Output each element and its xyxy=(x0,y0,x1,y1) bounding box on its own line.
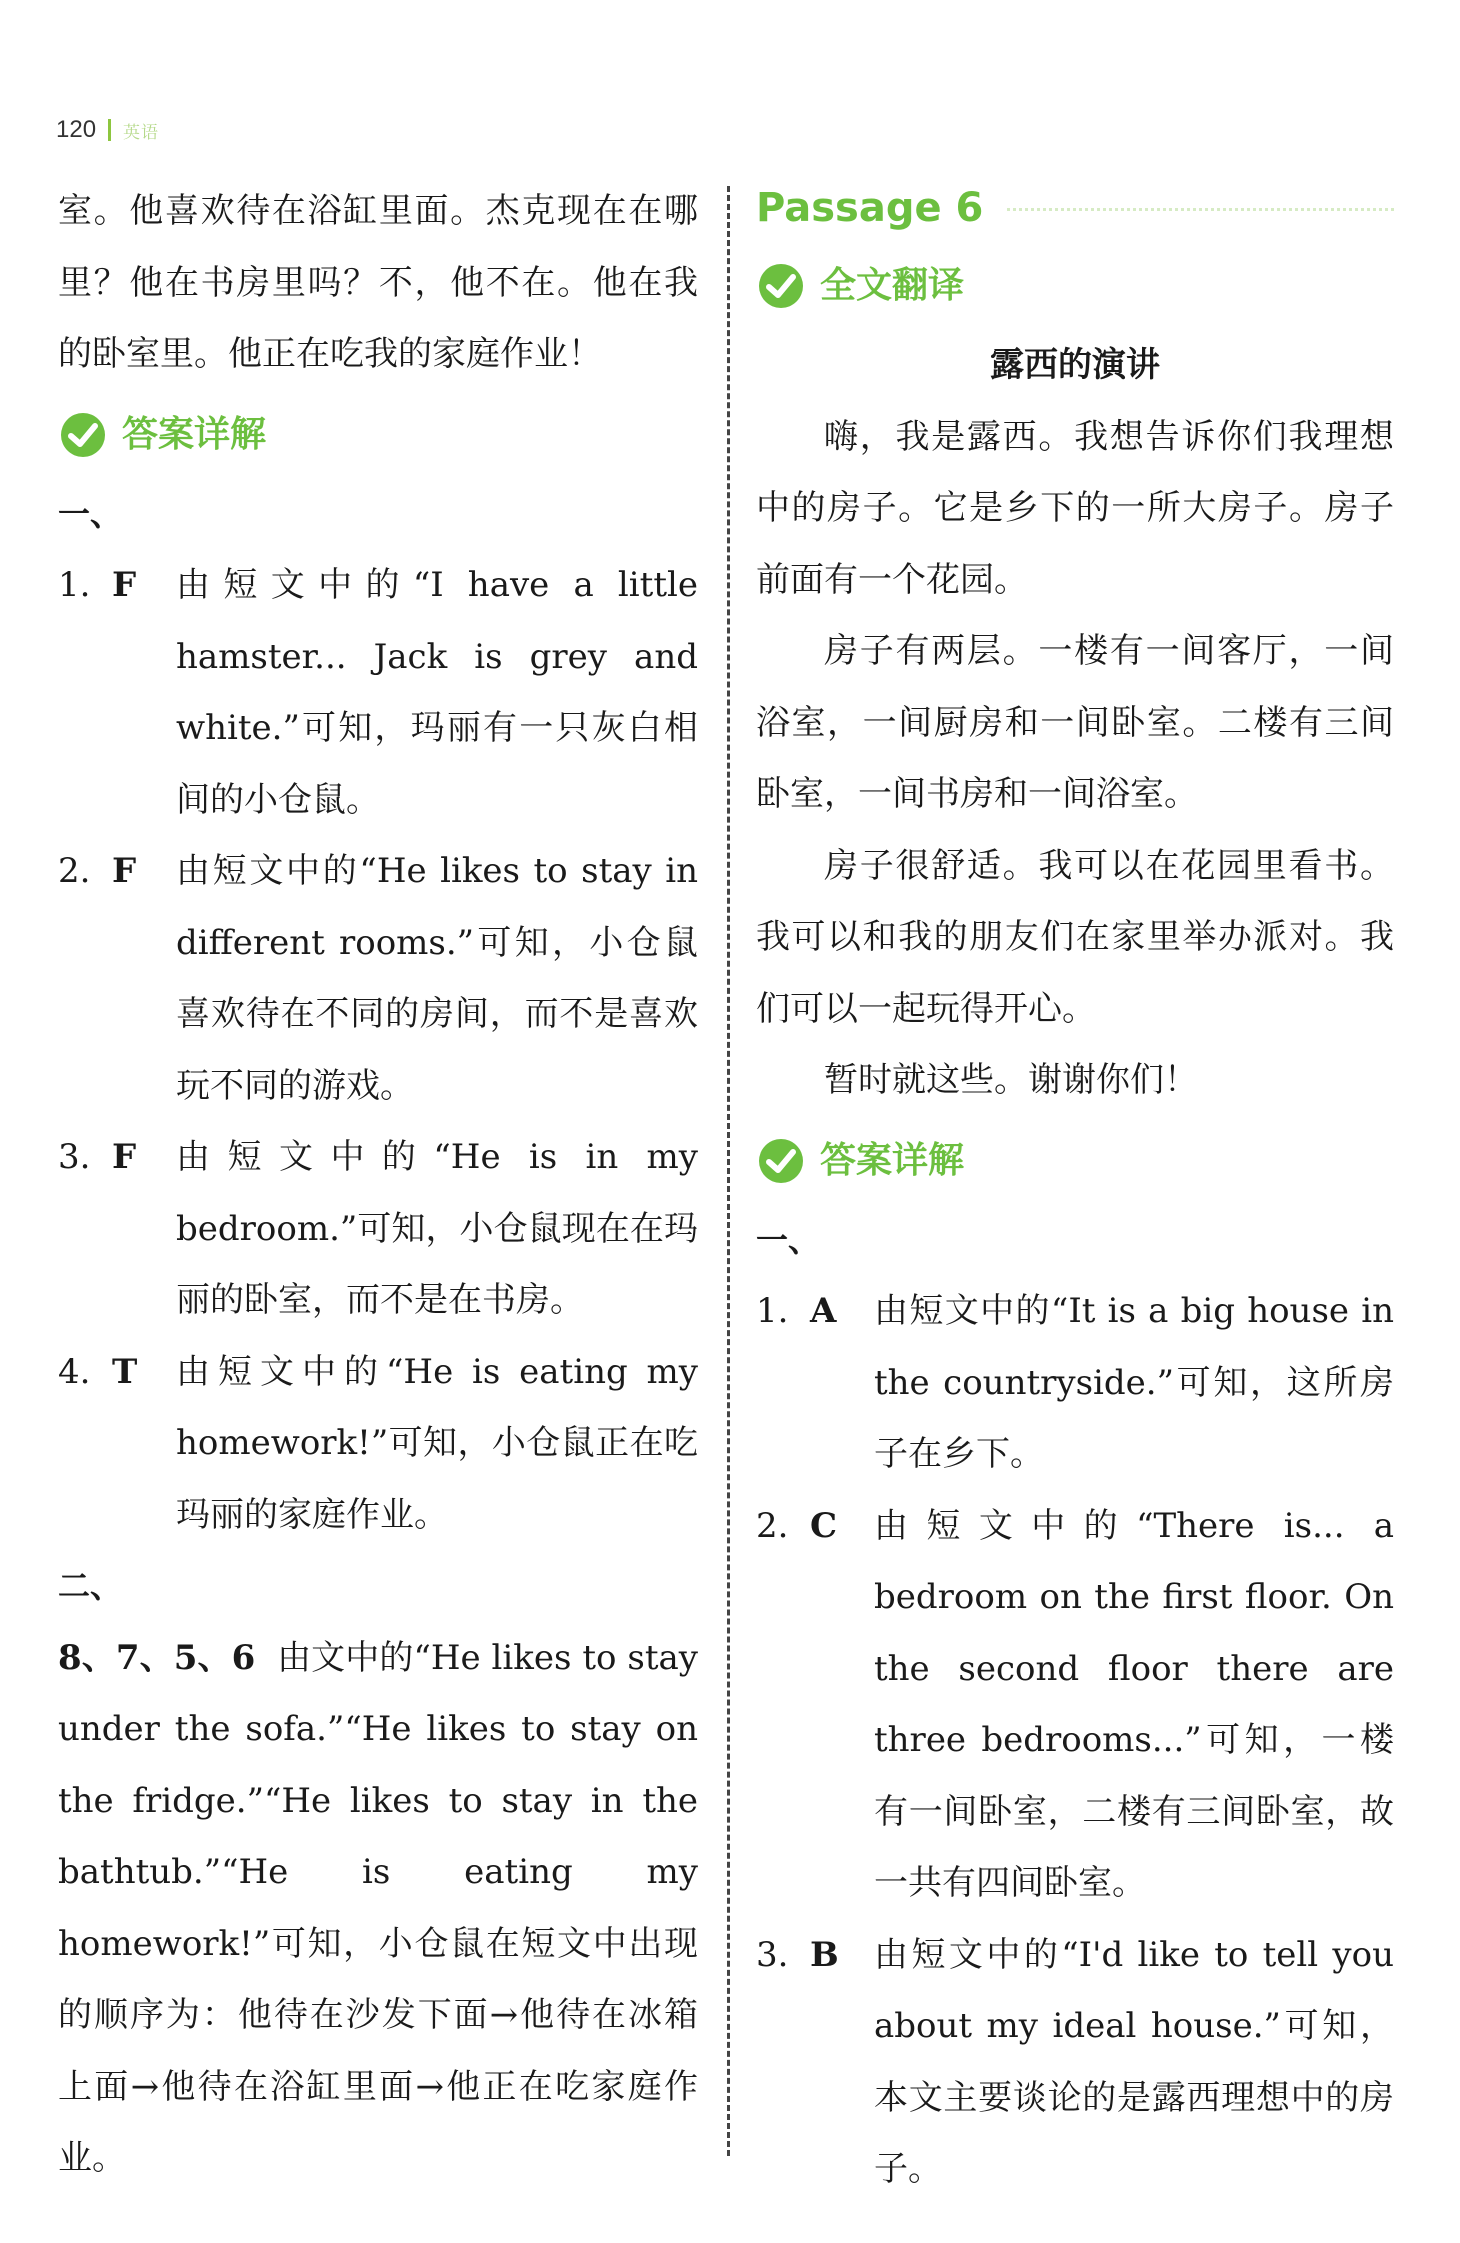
passage-title-text: Passage 6 xyxy=(756,185,984,232)
item-explanation: 由短文中的“He is eating my homework!”可知，小仓鼠正在吃玛丽的家庭作业。 xyxy=(176,1351,698,1535)
item-number: 1. xyxy=(58,565,91,605)
item-answer: C xyxy=(810,1505,838,1546)
item-answer: B xyxy=(810,1934,839,1975)
item-explanation: 由短文中的“There is... a bedroom on the first floor. On the second floor there are three bedrooms...”可知，一楼有一间卧室，二楼有三间卧室，故一共有四间卧室。 xyxy=(874,1505,1394,1903)
part2-text: 由文中的“He likes to stay under the sofa.”“He likes to stay on the fridge.”“He likes to stay in the bathtub.”“He is eating my homework!”可知，小仓鼠在短文中出现的顺序为：他待在沙发下面→他待在冰箱上面→他待在浴缸里面→他正在吃家庭作业。 xyxy=(58,1637,699,2178)
passage-title xyxy=(756,176,1394,242)
translation-paragraph: 房子有两层。一楼有一间客厅，一间浴室，一间厨房和一间卧室。二楼有三间卧室，一间书房和一间浴室。 xyxy=(756,631,1394,814)
list-item xyxy=(58,1337,698,1552)
column-divider xyxy=(727,186,730,2156)
item-answer: A xyxy=(810,1291,837,1331)
translation-title: 露西的演讲 xyxy=(990,345,1160,385)
part1-label-right: 一、 xyxy=(756,1220,821,1259)
translation-paragraph: 嗨，我是露西。我想告诉你们我理想中的房子。它是乡下的一所大房子。房子前面有一个花园。 xyxy=(756,416,1394,600)
translation-heading-text: 全文翻译 xyxy=(820,265,965,307)
item-explanation: 由短文中的“I have a little hamster... Jack is grey and white.”可知，玛丽有一只灰白相间的小仓鼠。 xyxy=(176,565,698,820)
list-item xyxy=(756,1491,1394,1920)
answers-heading-right xyxy=(756,1117,1394,1205)
part2-label-left: 二、 xyxy=(58,1567,123,1605)
list-item xyxy=(58,1122,698,1337)
right-column xyxy=(756,176,1394,2206)
item-answer: F xyxy=(112,851,137,891)
page-header xyxy=(56,112,159,148)
list-item xyxy=(58,550,698,836)
item-explanation: 由短文中的“He likes to stay in different rooms.”可知，小仓鼠喜欢待在不同的房间，而不是喜欢玩不同的游戏。 xyxy=(176,851,698,1106)
intro-text: 室。他喜欢待在浴缸里面。杰克现在在哪里？他在书房里吗？不，他不在。他在我的卧室里。他正在吃我的家庭作业！ xyxy=(58,191,698,374)
check-circle-icon xyxy=(756,261,806,311)
list-item xyxy=(58,836,698,1122)
check-circle-icon xyxy=(756,1136,806,1186)
item-number: 4. xyxy=(58,1351,91,1392)
list-item xyxy=(756,1276,1394,1491)
item-number: 2. xyxy=(756,1505,789,1546)
part2-answer: 8、7、5、6 xyxy=(58,1637,256,1678)
check-circle-icon xyxy=(58,410,108,460)
title-rule xyxy=(1007,208,1394,211)
item-explanation: 由短文中的“He is in my bedroom.”可知，小仓鼠现在在玛丽的卧室，而不是在书房。 xyxy=(176,1137,698,1320)
part1-label-left: 一、 xyxy=(58,494,123,533)
item-answer: T xyxy=(112,1351,138,1392)
answers-heading-left xyxy=(58,391,698,479)
item-answer: F xyxy=(112,1137,137,1177)
translation-paragraph: 房子很舒适。我可以在花园里看书。我可以和我的朋友们在家里举办派对。我们可以一起玩得开心。 xyxy=(756,845,1394,1029)
item-explanation: 由短文中的“I'd like to tell you about my ideal house.”可知，本文主要谈论的是露西理想中的房子。 xyxy=(874,1934,1394,2189)
header-divider xyxy=(108,119,111,141)
part2-explanation xyxy=(58,1623,698,2195)
item-explanation: 由短文中的“It is a big house in the countryside.”可知，这所房子在乡下。 xyxy=(874,1291,1394,1474)
page-number: 120 xyxy=(56,116,97,143)
item-answer: F xyxy=(112,565,137,605)
header-label: 英语 xyxy=(123,122,160,142)
item-number: 3. xyxy=(756,1934,789,1975)
answers-heading-text: 答案详解 xyxy=(820,1139,965,1181)
translation-heading xyxy=(756,242,1394,330)
item-number: 1. xyxy=(756,1291,789,1331)
answers-heading-text: 答案详解 xyxy=(122,413,267,455)
item-number: 3. xyxy=(58,1137,91,1177)
left-column xyxy=(58,176,698,2195)
translation-paragraph: 暂时就这些。谢谢你们！ xyxy=(824,1060,1198,1100)
list-item xyxy=(756,1920,1394,2206)
item-number: 2. xyxy=(58,851,91,891)
